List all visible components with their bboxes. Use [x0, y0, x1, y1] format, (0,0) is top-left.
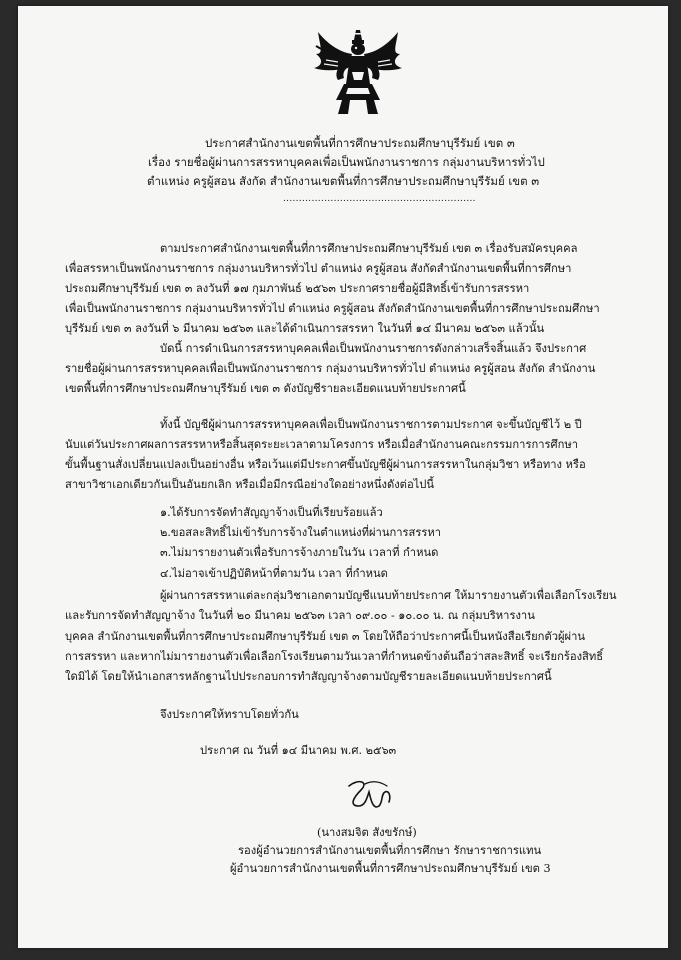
announcement-date: ประกาศ ณ วันที่ ๑๔ มีนาคม พ.ศ. ๒๕๖๓: [200, 744, 397, 757]
paragraph-4-line: ผู้ผ่านการสรรหาแต่ละกลุ่มวิชาเอกตามบัญชีแนบท้ายประกาศ ให้มารายงานตัวเพื่อเลือกโรงเรียน: [160, 589, 617, 602]
announcement-position: ตำแหน่ง ครูผู้สอน สังกัด สำนักงานเขตพื้นที่การศึกษาประถมศึกษาบุรีรัมย์ เขต ๓: [147, 174, 540, 188]
condition-item: ๑.ได้รับการจัดทำสัญญาจ้างเป็นที่เรียบร้อยแล้ว: [160, 506, 383, 519]
paragraph-3-line: นับแต่วันประกาศผลการสรรหาหรือสิ้นสุดระยะเวลาตามโครงการ หรือเมื่อสำนักงานคณะกรรมการการศึกษา: [65, 438, 579, 451]
paragraph-4-line: และรับการจัดทำสัญญาจ้าง ในวันที่ ๒๐ มีนาคม ๒๕๖๓ เวลา ๐๙.๐๐ - ๑๐.๐๐ น. ณ กลุ่มบริหารงาน: [65, 609, 535, 622]
announcement-subject: เรื่อง รายชื่อผู้ผ่านการสรรหาบุคคลเพื่อเป็นพนักงานราชการ กลุ่มงานบริหารทั่วไป: [148, 155, 545, 169]
paragraph-3-line: สาขาวิชาเอกเดียวกันเป็นอันยกเลิก หรือเมื่อมีกรณีอย่างใดอย่างหนึ่งดังต่อไปนี้: [65, 478, 435, 491]
paragraph-1-line: บุรีรัมย์ เขต ๓ ลงวันที่ ๖ มีนาคม ๒๕๖๓ และได้ดำเนินการสรรหา ในวันที่ ๑๔ มีนาคม ๒๕๖๓ แล้วนั้น: [65, 322, 545, 335]
paragraph-2-line: รายชื่อผู้ผ่านการสรรหาบุคคลเพื่อเป็นพนักงานราชการ กลุ่มงานบริหารทั่วไป ตำแหน่ง ครูผู้สอน สังกัด สำนักงาน: [65, 362, 596, 375]
signatory-name: (นางสมจิต สังขรักษ์): [317, 826, 417, 839]
paragraph-2-line: เขตพื้นที่การศึกษาประถมศึกษาบุรีรัมย์ เขต ๓ ดังบัญชีรายละเอียดแนบท้ายประกาศนี้: [65, 382, 466, 395]
paragraph-1-line: ประถมศึกษาบุรีรัมย์ เขต ๓ ลงวันที่ ๑๗ กุมภาพันธ์ ๒๕๖๓ ประกาศรายชื่อผู้มีสิทธิ์เข้ารับการสรรหา: [65, 282, 530, 295]
condition-item: ๓.ไม่มารายงานตัวเพื่อรับการจ้างภายในวัน เวลาที่ กำหนด: [160, 546, 439, 559]
paragraph-4-line: ใดมิได้ โดยให้นำเอกสารหลักฐานไปประกอบการทำสัญญาจ้างตามบัญชีรายละเอียดแนบท้ายประกาศนี้: [65, 670, 552, 683]
separator-dots: .............................................................: [283, 194, 476, 204]
signature-icon: [343, 776, 395, 816]
signatory-title-line-1: รองผู้อำนวยการสำนักงานเขตพื้นที่การศึกษา รักษาราชการแทน: [238, 844, 542, 857]
paragraph-2-line: บัดนี้ การดำเนินการสรรหาบุคคลเพื่อเป็นพนักงานราชการดังกล่าวเสร็จสิ้นแล้ว จึงประกาศ: [160, 342, 587, 355]
paragraph-4-line: การสรรหา และหากไม่มารายงานตัวเพื่อเลือกโรงเรียนตามวันเวลาที่กำหนดข้างต้นถือว่าสละสิทธิ์ จะเรียกร้องสิทธิ์: [65, 650, 604, 663]
signatory-title-line-2: ผู้อำนวยการสำนักงานเขตพื้นที่การศึกษาประถมศึกษาบุรีรัมย์ เขต 3: [230, 862, 551, 875]
paragraph-1-line: เพื่อสรรหาเป็นพนักงานราชการ กลุ่มงานบริหารทั่วไป ตำแหน่ง ครูผู้สอน สังกัดสำนักงานเขตพื้นที่การศึกษา: [65, 262, 572, 275]
condition-item: ๒.ขอสละสิทธิ์ไม่เข้ารับการจ้างในตำแหน่งที่ผ่านการสรรหา: [160, 526, 442, 539]
garuda-emblem-icon: [308, 28, 408, 116]
condition-item: ๔.ไม่อาจเข้าปฏิบัติหน้าที่ตามวัน เวลา ที่กำหนด: [160, 567, 388, 580]
paragraph-1-line: ตามประกาศสำนักงานเขตพื้นที่การศึกษาประถมศึกษาบุรีรัมย์ เขต ๓ เรื่องรับสมัครบุคคล: [160, 242, 578, 255]
announcement-title: ประกาศสำนักงานเขตพื้นที่การศึกษาประถมศึกษาบุรีรัมย์ เขต ๓: [205, 136, 515, 150]
paragraph-4-line: บุคคล สำนักงานเขตพื้นที่การศึกษาประถมศึกษาบุรีรัมย์ เขต ๓ โดยให้ถือว่าประกาศนี้เป็นหนังสือเรียกตัวผู้ผ่าน: [65, 630, 586, 643]
paragraph-3-line: ทั้งนี้ บัญชีผู้ผ่านการสรรหาบุคคลเพื่อเป็นพนักงานราชการตามประกาศ จะขึ้นบัญชีไว้ ๒ ปี: [160, 418, 582, 431]
paragraph-1-line: เพื่อเป็นพนักงานราชการ กลุ่มงานบริหารทั่วไป ตำแหน่ง ครูผู้สอน สังกัดสำนักงานเขตพื้นที่การศึกษาประถมศึกษา: [65, 302, 600, 315]
closing-statement: จึงประกาศให้ทราบโดยทั่วกัน: [160, 708, 299, 721]
paragraph-3-line: ขั้นพื้นฐานสั่งเปลี่ยนแปลงเป็นอย่างอื่น หรือเว้นแต่มีประกาศขึ้นบัญชีผู้ผ่านการสรรหาในกลุ่มวิชา หรือทาง หรือ: [65, 458, 586, 471]
document-page: [18, 6, 668, 948]
